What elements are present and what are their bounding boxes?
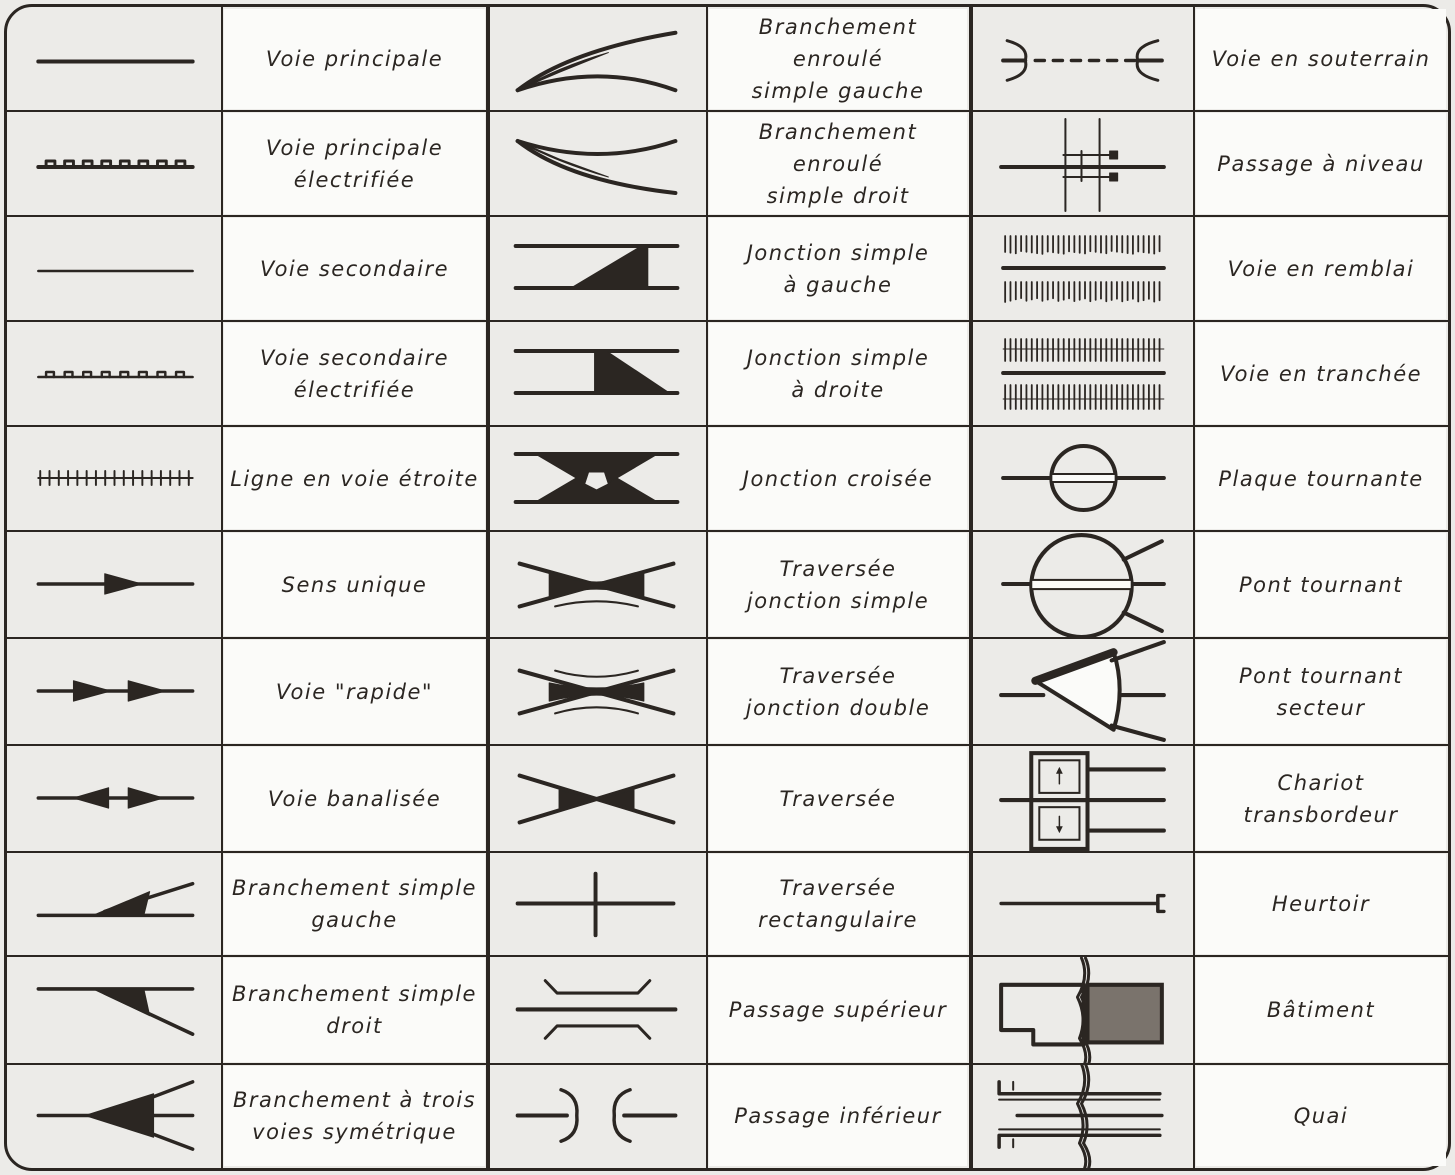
symbol-voie-rapide-icon	[7, 638, 222, 745]
symbol-traversee-jonction-simple-icon	[490, 531, 707, 638]
symbol-plaque-tournante-icon	[973, 426, 1194, 531]
symbol-jonction-simple-droite-icon	[490, 321, 707, 426]
symbol-sens-unique-icon	[7, 531, 222, 638]
symbol-quai-icon	[973, 1064, 1194, 1168]
label-chariot-transbordeur: Chariot transbordeur	[1196, 747, 1446, 850]
symbol-heurtoir-icon	[973, 852, 1194, 956]
label-branchement-trois-voies: Branchement à trois voies symétrique	[224, 1066, 485, 1166]
label-voie-remblai: Voie en remblai	[1196, 218, 1446, 319]
label-sens-unique: Sens unique	[224, 533, 485, 636]
label-traversee-rectangulaire: Traversée rectangulaire	[709, 854, 967, 954]
symbol-voie-remblai-icon	[973, 216, 1194, 321]
symbol-traversee-jonction-double-icon	[490, 638, 707, 745]
label-quai: Quai	[1196, 1066, 1446, 1166]
symbol-jonction-simple-gauche-icon	[490, 216, 707, 321]
label-voie-tranchee: Voie en tranchée	[1196, 323, 1446, 424]
label-traversee-jonction-double: Traversée jonction double	[709, 640, 967, 743]
symbol-passage-inferieur-icon	[490, 1064, 707, 1168]
label-voie-secondaire: Voie secondaire	[224, 218, 485, 319]
symbol-passage-superieur-icon	[490, 956, 707, 1064]
label-branchement-simple-droit: Branchement simple droit	[224, 958, 485, 1062]
label-branchement-simple-gauche: Branchement simple gauche	[224, 854, 485, 954]
symbol-traversee-icon	[490, 745, 707, 852]
label-plaque-tournante: Plaque tournante	[1196, 428, 1446, 529]
label-branchement-enroule-gauche: Branchement enroulé simple gauche	[709, 9, 967, 109]
symbol-branchement-enroule-gauche-icon	[490, 7, 707, 111]
symbol-voie-souterrain-icon	[973, 7, 1194, 111]
label-ligne-voie-etroite: Ligne en voie étroite	[224, 428, 485, 529]
label-passage-inferieur: Passage inférieur	[709, 1066, 967, 1166]
symbol-voie-principale-icon	[7, 7, 222, 111]
symbol-branchement-simple-gauche-icon	[7, 852, 222, 956]
symbol-branchement-enroule-droit-icon	[490, 111, 707, 216]
label-passage-niveau: Passage à niveau	[1196, 113, 1446, 214]
symbol-jonction-croisee-icon	[490, 426, 707, 531]
label-jonction-simple-droite: Jonction simple à droite	[709, 323, 967, 424]
symbol-traversee-rectangulaire-icon	[490, 852, 707, 956]
label-voie-secondaire-electrifiee: Voie secondaire électrifiée	[224, 323, 485, 424]
label-jonction-simple-gauche: Jonction simple à gauche	[709, 218, 967, 319]
label-voie-principale-electrifiee: Voie principale électrifiée	[224, 113, 485, 214]
symbol-voie-principale-electrifiee-icon	[7, 111, 222, 216]
symbol-branchement-trois-voies-icon	[7, 1064, 222, 1168]
label-branchement-enroule-droit: Branchement enroulé simple droit	[709, 113, 967, 214]
label-pont-tournant-secteur: Pont tournant secteur	[1196, 640, 1446, 743]
label-heurtoir: Heurtoir	[1196, 854, 1446, 954]
label-voie-rapide: Voie "rapide"	[224, 640, 485, 743]
label-jonction-croisee: Jonction croisée	[709, 428, 967, 529]
label-batiment: Bâtiment	[1196, 958, 1446, 1062]
symbol-batiment-icon	[973, 956, 1194, 1064]
label-traversee-jonction-simple: Traversée jonction simple	[709, 533, 967, 636]
label-voie-banalisee: Voie banalisée	[224, 747, 485, 850]
label-traversee: Traversée	[709, 747, 967, 850]
symbol-chariot-transbordeur-icon	[973, 745, 1194, 852]
symbol-branchement-simple-droit-icon	[7, 956, 222, 1064]
label-passage-superieur: Passage supérieur	[709, 958, 967, 1062]
label-voie-souterrain: Voie en souterrain	[1196, 9, 1446, 109]
symbol-pont-tournant-icon	[973, 531, 1194, 638]
symbol-voie-banalisee-icon	[7, 745, 222, 852]
symbol-passage-niveau-icon	[973, 111, 1194, 216]
symbol-voie-secondaire-electrifiee-icon	[7, 321, 222, 426]
symbol-voie-secondaire-icon	[7, 216, 222, 321]
symbol-pont-tournant-secteur-icon	[973, 638, 1194, 745]
label-pont-tournant: Pont tournant	[1196, 533, 1446, 636]
label-voie-principale: Voie principale	[224, 9, 485, 109]
symbol-voie-tranchee-icon	[973, 321, 1194, 426]
symbol-ligne-voie-etroite-icon	[7, 426, 222, 531]
